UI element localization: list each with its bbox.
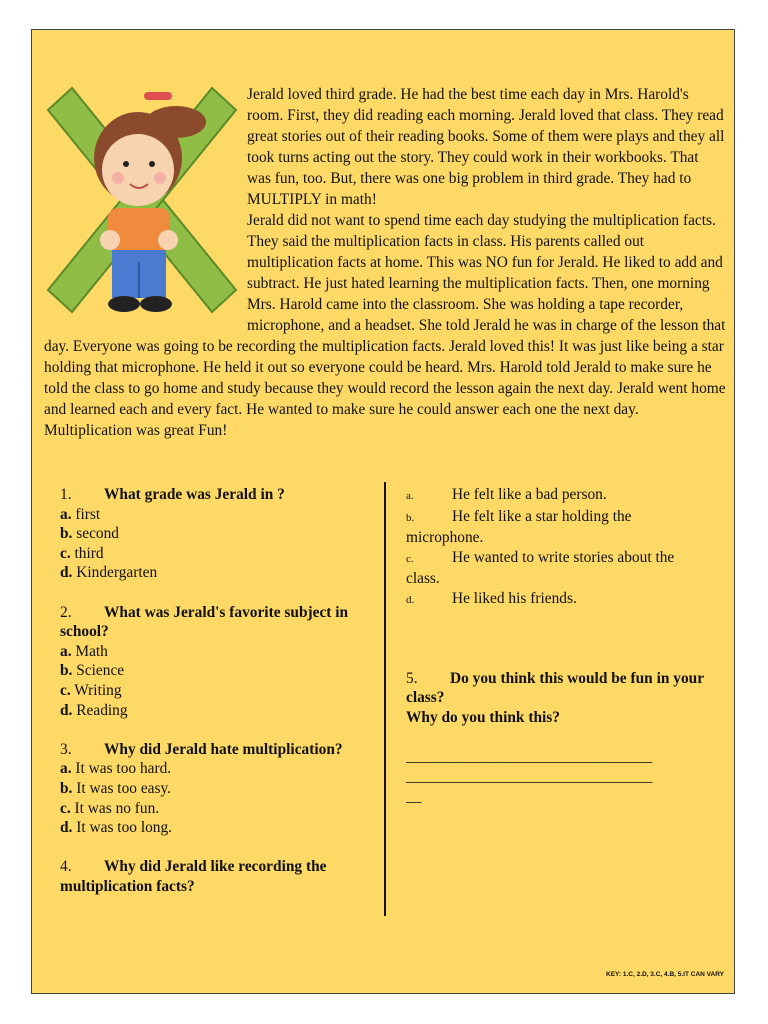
answer-line[interactable]: ________________________________ (406, 767, 653, 785)
question-number: 3. (60, 740, 72, 758)
answer-line[interactable]: ________________________________ (406, 748, 653, 766)
answer-option: c. third (60, 544, 104, 562)
answer-option: b. second (60, 525, 120, 543)
answer-key: KEY: 1.C, 2.D, 3.C, 4.B, 5.IT CAN VARY (606, 971, 724, 978)
answer-option: c. Writing (60, 681, 122, 699)
question-5-followup: Why do you think this? (406, 708, 560, 726)
answer-option: d. He liked his friends. (406, 589, 577, 607)
question-text: Why did Jerald like recording the multiplication facts? (60, 858, 327, 895)
answer-option: a. It was too hard. (60, 760, 172, 778)
question-text: Why did Jerald hate multiplication? (104, 740, 343, 758)
question-text: What grade was Jerald in ? (104, 486, 285, 503)
story-paragraph-1: Jerald loved third grade. He had the best time each day in Mrs. Harold's room. First, they did reading each morning. Jerald loved that class. They read great stories out of their reading books. Some of them were plays and they all took turns acting out the story. They could work in their workbooks. That was fun, too. But, there was one big problem in third grade. They had to MULTIPLY in math! (247, 86, 725, 208)
questions-right-column (406, 485, 711, 806)
answer-option: c. He wanted to write stories about the class. (406, 548, 675, 588)
worksheet-page (31, 29, 735, 994)
question-number: 5. (406, 669, 418, 687)
answer-option: b. Science (60, 662, 125, 680)
story-text (44, 84, 726, 441)
question-5 (406, 669, 711, 708)
answer-option: a. Math (60, 642, 108, 660)
answer-line[interactable]: __ (406, 787, 422, 805)
question-number: 2. (60, 603, 72, 621)
answer-option: d. Kindergarten (60, 564, 158, 582)
answer-option: b. It was too easy. (60, 779, 172, 797)
answer-lines[interactable] (406, 747, 711, 806)
question-text: Do you think this would be fun in your class? (406, 669, 704, 707)
question-number: 1. (60, 486, 72, 503)
question-2 (60, 603, 380, 721)
answer-option: a. He felt like a bad person. (406, 486, 607, 503)
answer-option: b. He felt like a star holding the microphone. (406, 507, 632, 547)
answer-option: d. It was too long. (60, 819, 173, 837)
question-number: 4. (60, 858, 72, 876)
question-3 (60, 740, 380, 838)
answer-option: a. first (60, 505, 101, 523)
answer-option: d. Reading (60, 701, 128, 719)
question-1 (60, 485, 380, 583)
questions-left-column (60, 485, 380, 916)
column-divider (384, 482, 386, 916)
question-text: What was Jerald's favorite subject in school? (60, 603, 349, 641)
question-4 (60, 857, 380, 896)
answer-option: c. It was no fun. (60, 799, 160, 817)
story-paragraph-2: Jerald did not want to spend time each day studying the multiplication facts. They said the multiplication facts in class. His parents called out multiplication facts at home. This was NO fun for Jerald. He liked to add and subtract. He just hated learning the multiplication facts. Then, one morning Mrs. Harold came into the classroom. She was holding a tape recorder, microphone, and a headset. She told Jerald he was in charge of the lesson that day. Everyone was going to be recording the multiplication facts. Jerald loved this! It was just like being a star holding that microphone. He held it out so everyone could be heard. Mrs. Harold told Jerald to make sure he told the class to go home and study because they would record the lesson again the next day. Jerald went home and learned each and every fact. He wanted to make sure he could answer each one the next day. Multiplication was great Fun! (44, 212, 726, 439)
